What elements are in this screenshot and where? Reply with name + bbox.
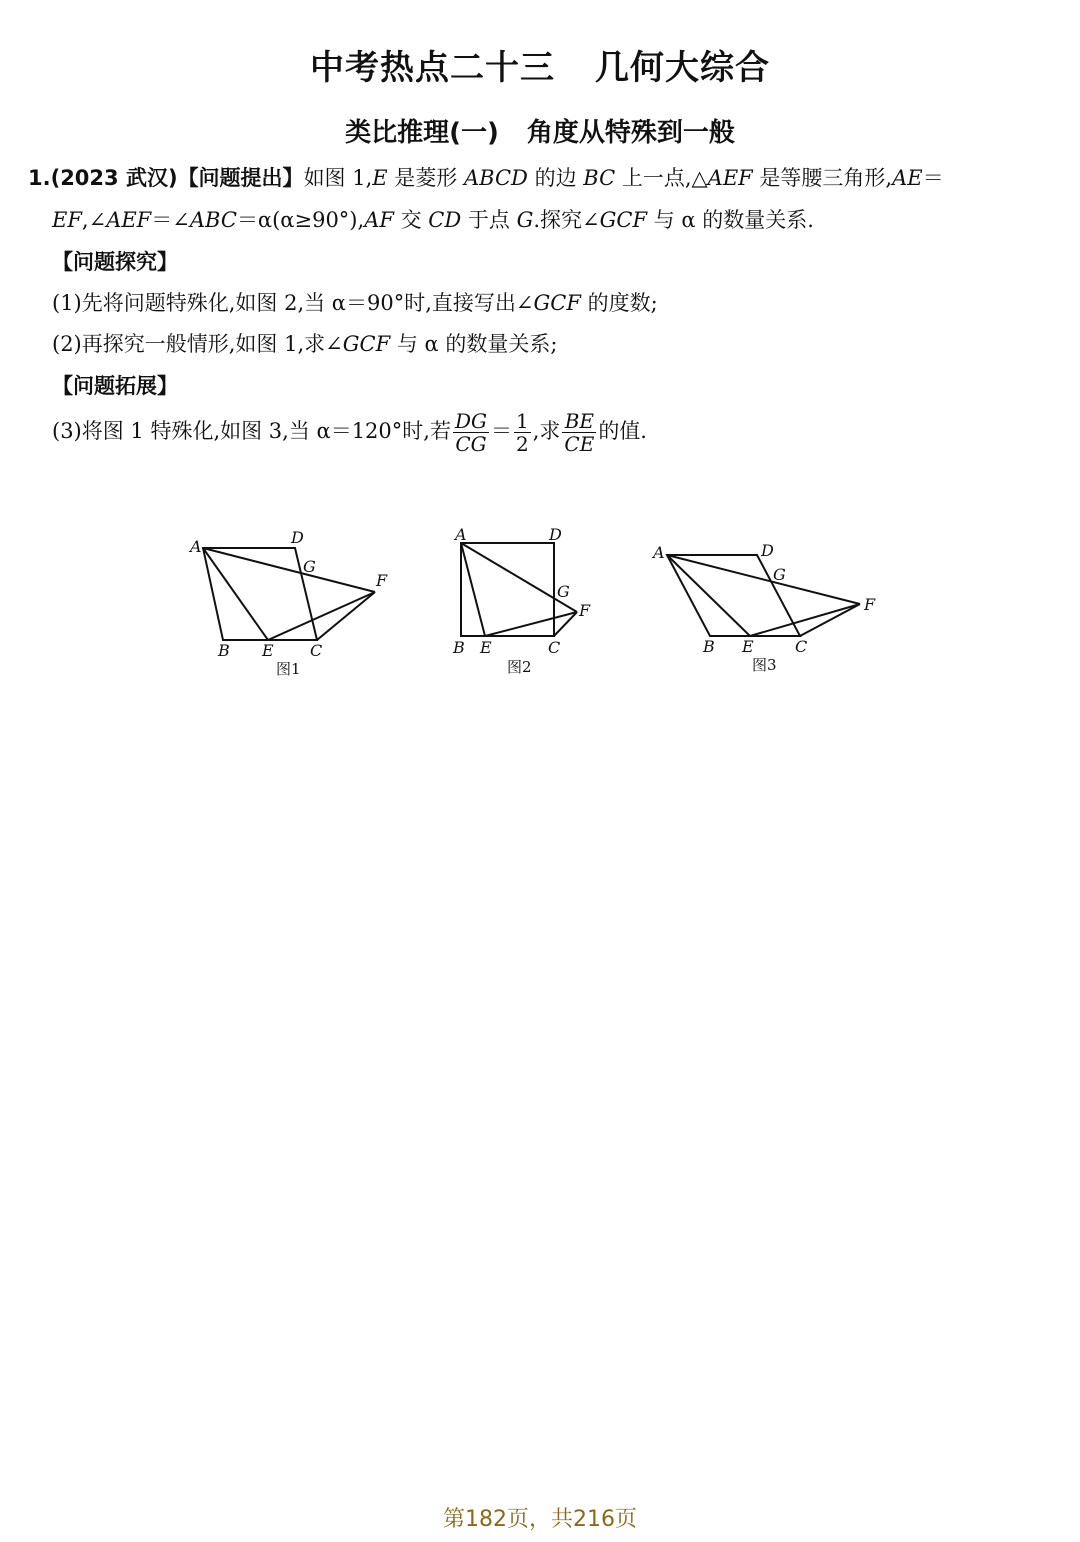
fig1-label-c: C — [310, 641, 323, 660]
text: 与 α 的数量关系; — [390, 332, 558, 356]
text: CG — [455, 432, 487, 456]
question-3 — [52, 410, 647, 455]
text: 交 — [393, 208, 429, 232]
fig3-label-d: D — [761, 541, 774, 560]
text: 是等腰三角形, — [752, 166, 893, 190]
text: 的边 — [527, 166, 584, 190]
text: AF — [364, 208, 394, 232]
problem-number: 1. — [28, 166, 51, 190]
fig3-caption: 图3 — [752, 656, 777, 674]
fig1-label-b: B — [218, 641, 230, 660]
tag-intro: 【问题提出】 — [177, 166, 304, 190]
text: E — [372, 166, 388, 190]
segment-af — [461, 543, 577, 612]
text: CD — [428, 208, 462, 232]
fig3-label-g: G — [773, 565, 786, 584]
fig3-label-f: F — [864, 595, 876, 614]
fig2-label-b: B — [453, 638, 465, 657]
tag-extend: 【问题拓展】 — [52, 374, 178, 398]
text: AEF — [106, 208, 152, 232]
segment-ef — [750, 604, 860, 636]
segment-af — [667, 555, 860, 604]
text: AEF — [707, 166, 753, 190]
text: BC — [583, 166, 616, 190]
subtitle-right: 角度从特殊到一般 — [526, 118, 735, 148]
fig3-label-c: C — [795, 637, 808, 656]
fig3-label-b: B — [703, 637, 715, 656]
title-right: 几何大综合 — [595, 48, 770, 88]
fig2-label-d: D — [549, 525, 562, 544]
title-left: 中考热点二十三 — [310, 48, 555, 88]
text: 如图 1, — [303, 166, 373, 190]
segment-cf — [317, 592, 375, 640]
text: ,∠ — [81, 208, 107, 232]
text: GCF — [599, 208, 648, 232]
text: 2 — [515, 432, 529, 456]
figure-3 — [667, 555, 860, 636]
question-2 — [52, 328, 557, 358]
fig1-caption: 图1 — [276, 660, 301, 678]
fraction-be-ce — [562, 410, 596, 455]
segment-ae — [667, 555, 750, 636]
segment-cf — [800, 604, 860, 636]
page-title — [0, 40, 1080, 89]
text: ＝∠ — [151, 208, 190, 232]
problem-line-1 — [28, 162, 944, 192]
text: EF — [52, 208, 82, 232]
text: GCF — [342, 332, 391, 356]
fig2-label-g: G — [557, 582, 570, 601]
fig2-label-e: E — [480, 638, 492, 657]
fig3-label-e: E — [742, 637, 754, 656]
fig2-label-f: F — [579, 601, 591, 620]
text: DG — [454, 409, 487, 433]
section-subtitle — [0, 112, 1080, 149]
text: CE — [564, 432, 595, 456]
text: GCF — [533, 291, 581, 315]
segment-ef — [485, 612, 577, 636]
figures-diagram — [0, 520, 1080, 720]
text: 是菱形 — [387, 166, 464, 190]
text: 于点 — [461, 208, 517, 232]
text: G — [516, 208, 534, 232]
page-footer: 第182页，共216页 — [443, 1507, 637, 1532]
subtitle-left: 类比推理(一) — [345, 118, 499, 148]
fraction-one-half — [514, 410, 531, 455]
text: (1)先将问题特殊化,如图 2,当 α＝90°时,直接写出∠ — [52, 291, 534, 315]
text: ,求 — [532, 419, 561, 443]
fig1-label-a: A — [190, 537, 202, 556]
text: AE — [892, 166, 923, 190]
text: (2)再探究一般情形,如图 1,求∠ — [52, 332, 343, 356]
fig2-caption: 图2 — [507, 658, 532, 676]
text: ＝ — [490, 419, 512, 443]
text: ＝ — [922, 166, 944, 190]
text: ＝α(α≥90°), — [236, 208, 365, 232]
fig2-label-a: A — [455, 525, 467, 544]
problem-source: (2023 武汉) — [50, 166, 178, 190]
tag-explore: 【问题探究】 — [52, 250, 178, 274]
text: ABCD — [463, 166, 528, 190]
fig3-label-a: A — [653, 543, 665, 562]
text: ABC — [189, 208, 237, 232]
text: BE — [562, 410, 596, 433]
fig1-label-g: G — [303, 557, 316, 576]
segment-ef — [268, 592, 375, 640]
text: (3)将图 1 特殊化,如图 3,当 α＝120°时,若 — [52, 419, 451, 443]
text: 上一点,△ — [615, 166, 708, 190]
problem-line-2 — [52, 204, 814, 234]
fig1-label-d: D — [291, 528, 304, 547]
segment-ae — [461, 543, 485, 636]
fig1-label-e: E — [262, 641, 274, 660]
fig1-label-f: F — [376, 571, 388, 590]
text: 与 α 的数量关系. — [647, 208, 814, 232]
text: .探究∠ — [533, 208, 600, 232]
text: 的值. — [598, 419, 647, 443]
question-1 — [52, 287, 658, 317]
figure-1 — [203, 548, 375, 640]
text: 的度数; — [580, 291, 658, 315]
text: 1 — [515, 409, 529, 433]
fraction-dg-cg — [453, 410, 489, 455]
fig2-label-c: C — [548, 638, 561, 657]
